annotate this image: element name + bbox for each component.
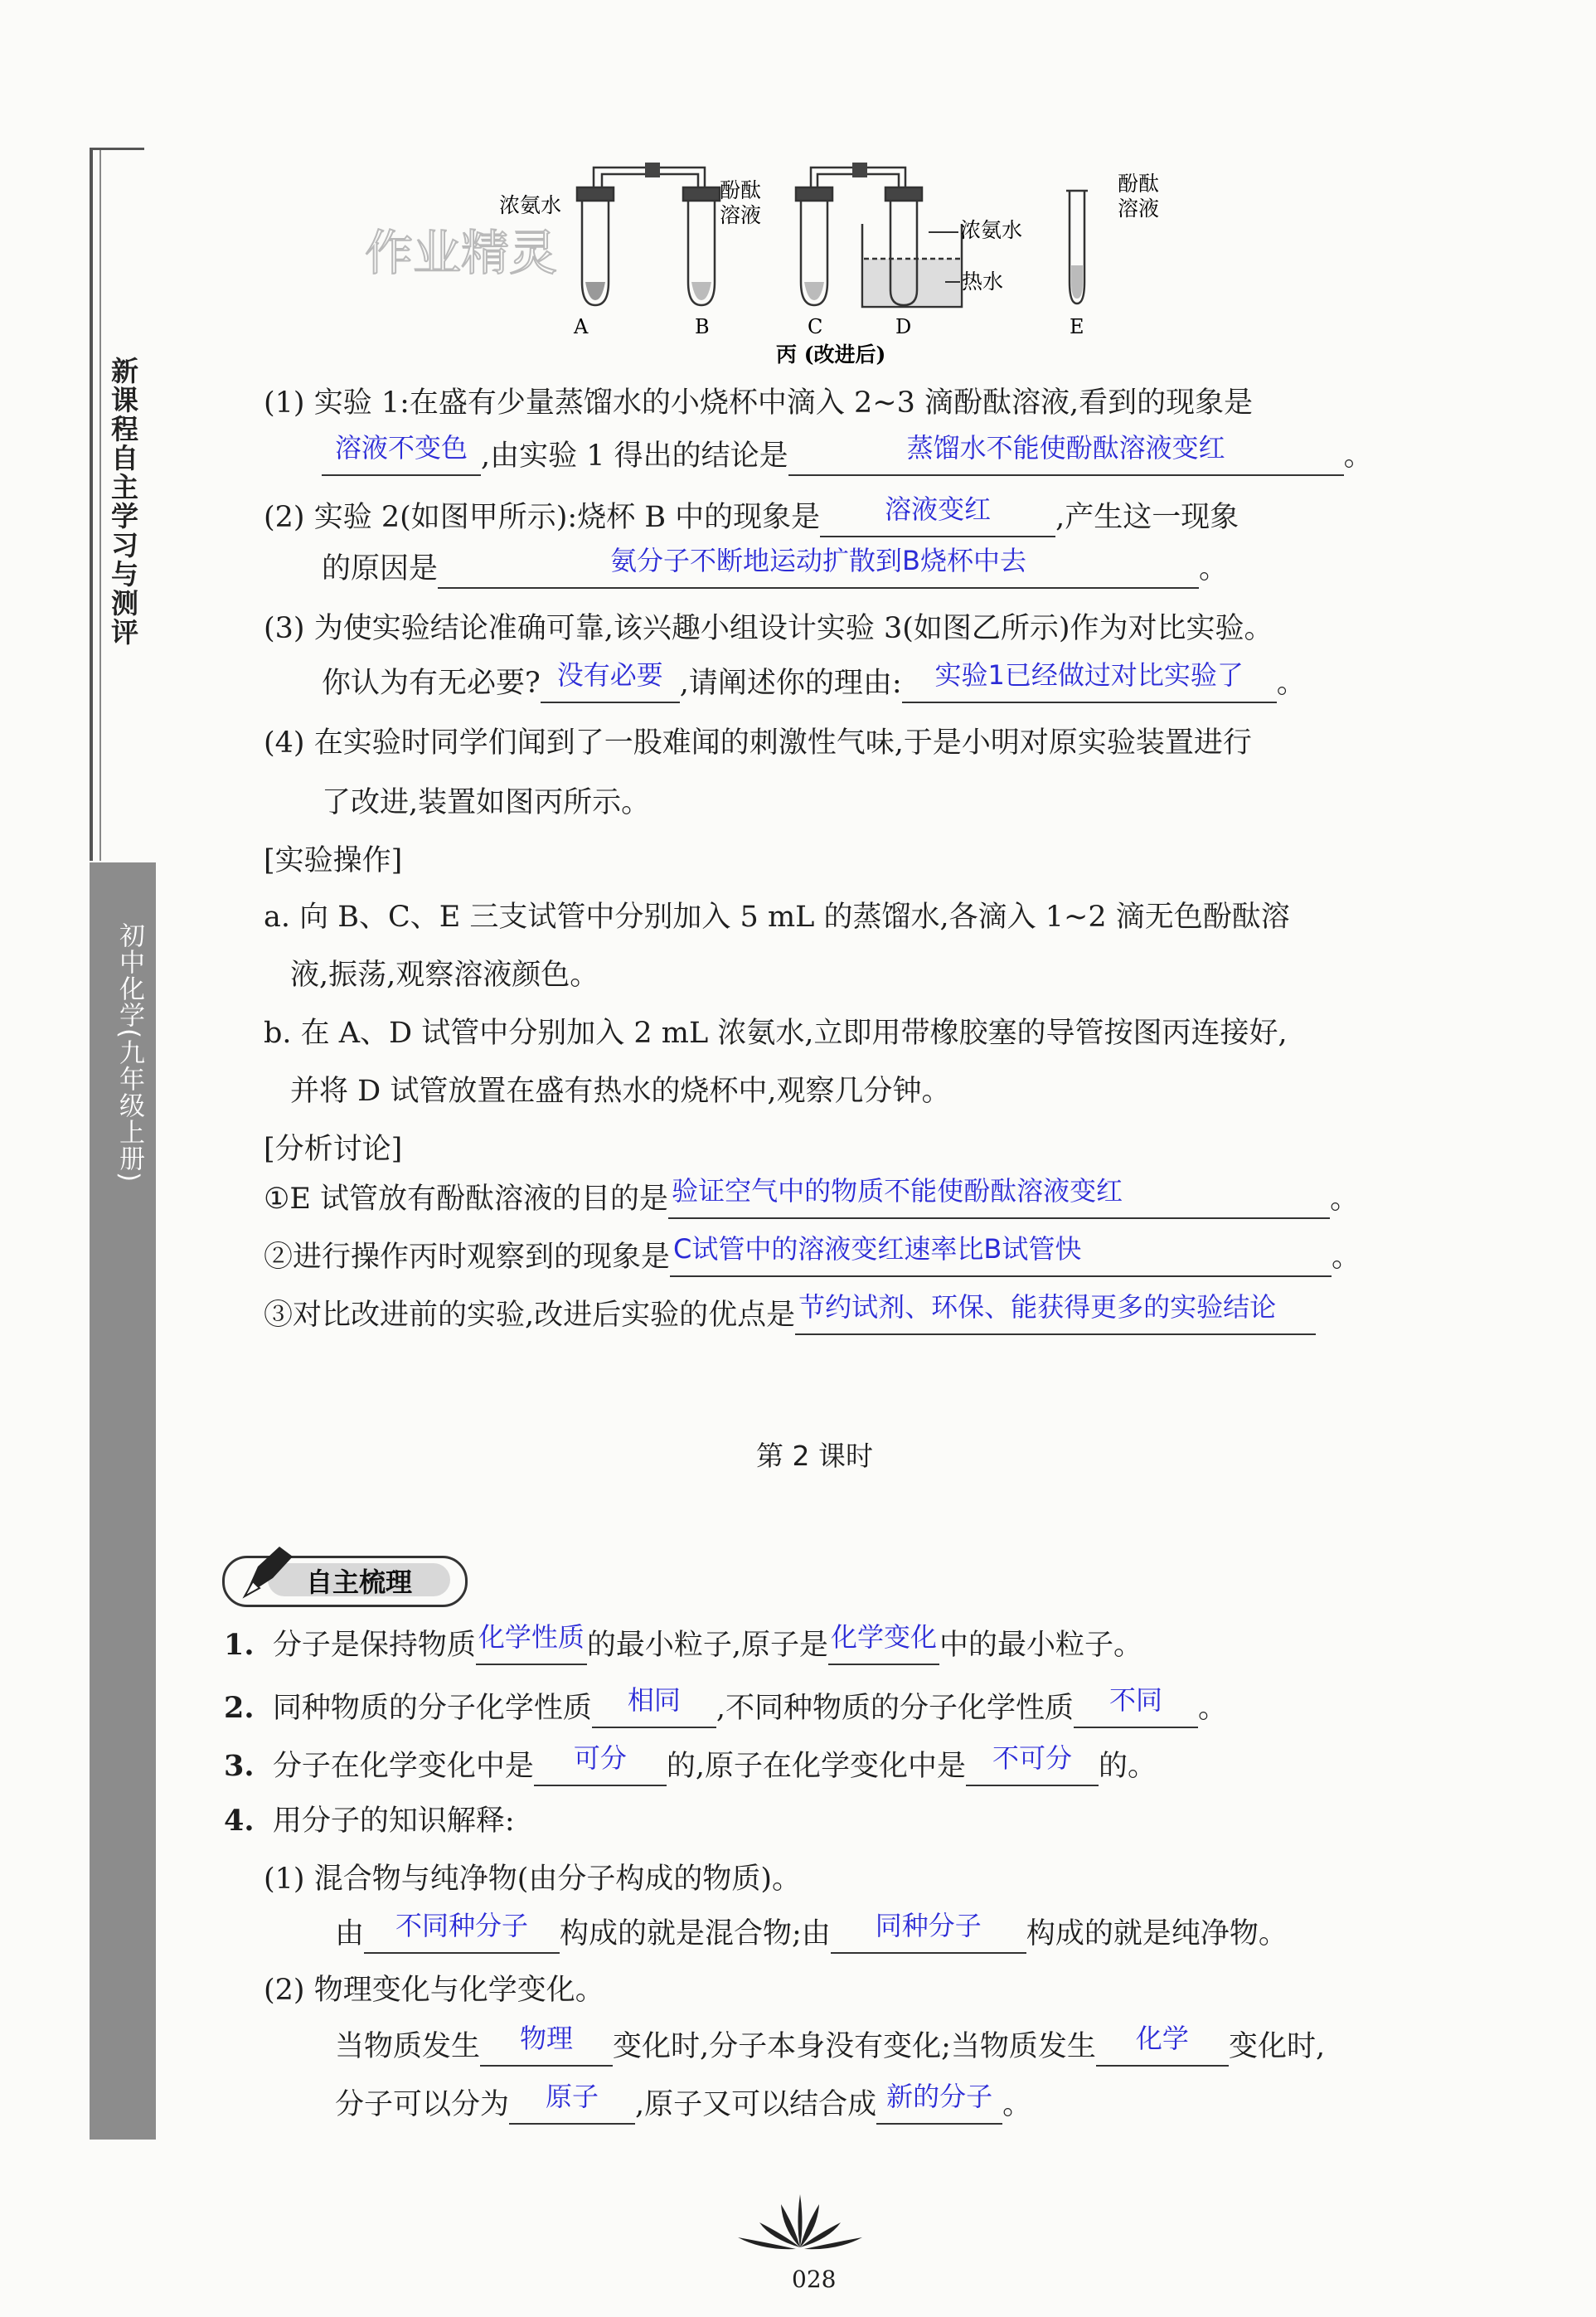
d2-text: ②进行操作丙时观察到的现象是 <box>264 1241 671 1274</box>
label-e: E <box>1070 315 1084 338</box>
q1-line1: (1) 实验 1:在盛有少量蒸馏水的小烧杯中滴入 2~3 滴酚酞溶液,看到的现象是 <box>264 386 1254 420</box>
item-3-text-b: 的,原子在化学变化中是 <box>666 1750 966 1783</box>
item-2-number: 2. <box>224 1691 255 1725</box>
item-4-number: 4. <box>224 1804 255 1838</box>
sub-2-text-c: 变化时, <box>1228 2030 1326 2063</box>
page-number: 028 <box>792 2266 837 2293</box>
discussion-1 <box>264 1175 1360 1219</box>
item-2 <box>224 1684 1227 1728</box>
d2-answer: C试管中的溶液变红速率比B试管快 <box>673 1233 1082 1265</box>
sub-2-answer-2: 化学 <box>1135 2023 1189 2054</box>
d3-blank <box>795 1291 1316 1335</box>
item-1-answer-1: 化学性质 <box>478 1621 585 1653</box>
test-tube-a <box>577 168 647 305</box>
sub-2-blank-1 <box>480 2023 613 2067</box>
discussion-header: [分析讨论] <box>264 1133 403 1166</box>
item-3-blank-2 <box>966 1742 1099 1786</box>
discussion-3 <box>264 1291 1316 1335</box>
item-3-answer-1: 可分 <box>573 1742 627 1774</box>
d2-end: 。 <box>1332 1241 1361 1274</box>
item-2-answer-1: 相同 <box>627 1684 681 1716</box>
item-2-text-b: ,不同种物质的分子化学性质 <box>716 1692 1074 1725</box>
item-3-blank-1 <box>534 1742 667 1786</box>
q1-mid-text: ,由实验 1 得出的结论是 <box>481 440 788 473</box>
sub-1-answer-1: 不同种分子 <box>395 1910 529 1941</box>
section-badge <box>222 1556 468 1607</box>
label-solution-b: 溶液 <box>720 203 762 227</box>
discussion-2 <box>264 1233 1361 1277</box>
q3-blank-2 <box>902 659 1277 703</box>
d3-answer: 节约试剂、环保、能获得更多的实验结论 <box>798 1291 1277 1323</box>
sub-1-text-b: 构成的就是混合物;由 <box>560 1917 831 1950</box>
item-2-blank-1 <box>592 1684 716 1728</box>
q2-text-c: 的原因是 <box>322 552 439 585</box>
q3-answer-1: 没有必要 <box>556 659 663 691</box>
q1-answer-1: 溶液不变色 <box>334 432 468 464</box>
sub-2-blank-4 <box>876 2081 1002 2125</box>
q3-text-a: 你认为有无必要? <box>322 667 541 700</box>
sub-1-blank-2 <box>831 1910 1026 1954</box>
q1-blank-2 <box>788 432 1344 476</box>
op-b-line1: b. 在 A、D 试管中分别加入 2 mL 浓氨水,立即用带橡胶塞的导管按图丙连接好, <box>264 1017 1288 1050</box>
label-solution-e: 溶液 <box>1118 197 1160 221</box>
sub-2-fill-1 <box>335 2023 1326 2067</box>
item-2-text-c: 。 <box>1197 1692 1227 1725</box>
item-2-text-a: 同种物质的分子化学性质 <box>272 1692 592 1725</box>
sub-2-text-e: ,原子又可以结合成 <box>635 2088 877 2121</box>
figure-caption: 丙 (改进后) <box>776 342 886 367</box>
badge-label: 自主梳理 <box>306 1567 413 1598</box>
item-3-answer-2: 不可分 <box>992 1742 1072 1774</box>
sidebar-rule-inner <box>99 148 101 861</box>
d1-text: ①E 试管放有酚酞溶液的目的是 <box>264 1183 669 1216</box>
q2-line2 <box>322 545 1229 589</box>
item-1-answer-2: 化学变化 <box>830 1621 937 1653</box>
sub-2-text-b: 变化时,分子本身没有变化;当物质发生 <box>613 2030 1096 2063</box>
q1-end: 。 <box>1343 440 1373 473</box>
watermark: 作业精灵 <box>365 225 558 281</box>
q3-line1: (3) 为使实验结论准确可靠,该兴趣小组设计实验 3(如图乙所示)作为对比实验。 <box>264 612 1273 645</box>
ops-header: [实验操作] <box>264 844 403 877</box>
apparatus-diagram <box>315 158 1161 373</box>
sub-1-answer-2: 同种分子 <box>875 1910 982 1941</box>
sidebar-cap <box>90 148 144 150</box>
q3-blank-1 <box>541 659 680 703</box>
sub-1-text-a: 由 <box>335 1917 365 1950</box>
sub-2-blank-2 <box>1096 2023 1229 2067</box>
apparatus-figure <box>315 158 1161 373</box>
q2-blank-1 <box>820 493 1055 537</box>
sub-2-text-f: 。 <box>1002 2088 1032 2121</box>
q3-text-b: ,请阐述你的理由: <box>679 667 902 700</box>
d1-blank <box>668 1175 1330 1219</box>
item-3-text-a: 分子在化学变化中是 <box>272 1750 534 1783</box>
label-a: A <box>574 315 589 338</box>
lesson-title: 第 2 课时 <box>756 1440 873 1472</box>
op-b-line2: 并将 D 试管放置在盛有热水的烧杯中,观察几分钟。 <box>290 1075 951 1108</box>
item-1-text-b: 的最小粒子,原子是 <box>586 1629 828 1662</box>
item-2-blank-2 <box>1074 1684 1198 1728</box>
label-b: B <box>695 315 710 338</box>
item-1-number: 1. <box>224 1628 255 1662</box>
q3-answer-2: 实验1已经做过对比实验了 <box>934 659 1244 691</box>
beaker-with-tube-d <box>862 168 962 307</box>
pen-icon <box>233 1542 299 1608</box>
item-1-blank-2 <box>828 1621 939 1665</box>
sub-1-text-c: 构成的就是纯净物。 <box>1026 1917 1288 1950</box>
q2-answer-1: 溶液变红 <box>885 493 992 525</box>
label-phenolphthalein-e: 酚酞 <box>1118 172 1160 196</box>
test-tube-e <box>1066 191 1088 304</box>
op-a-line1: a. 向 B、C、E 三支试管中分别加入 5 mL 的蒸馏水,各滴入 1~2 滴无色酚酞溶 <box>264 901 1290 934</box>
op-a-line2: 液,振荡,观察溶液颜色。 <box>290 959 599 992</box>
q4-line2: 了改进,装置如图丙所示。 <box>322 786 651 819</box>
q2-end: 。 <box>1199 552 1229 585</box>
item-1-blank-1 <box>476 1621 587 1665</box>
tube-connector-2 <box>852 163 867 177</box>
sub-2-answer-1: 物理 <box>520 2023 574 2054</box>
item-3-number: 3. <box>224 1749 255 1783</box>
label-d: D <box>895 315 912 338</box>
sub-1-fill <box>335 1910 1288 1954</box>
q3-end: 。 <box>1276 667 1306 700</box>
d1-answer: 验证空气中的物质不能使酚酞溶液变红 <box>672 1175 1123 1207</box>
sub-2-answer-4: 新的分子 <box>886 2081 993 2112</box>
item-4-text: 用分子的知识解释: <box>272 1805 515 1838</box>
test-tube-c <box>796 168 854 305</box>
sub-2-text-d: 分子可以分为 <box>335 2088 510 2121</box>
d2-blank <box>670 1233 1332 1277</box>
item-2-answer-2: 不同 <box>1108 1684 1162 1716</box>
q2-answer-2: 氨分子不断地运动扩散到B烧杯中去 <box>610 545 1026 576</box>
sub-2: (2) 物理变化与化学变化。 <box>264 1974 604 2007</box>
item-3-text-c: 的。 <box>1098 1750 1157 1783</box>
sub-2-fill-2 <box>335 2081 1032 2125</box>
d3-text: ③对比改进前的实验,改进后实验的优点是 <box>264 1299 796 1332</box>
label-c: C <box>808 315 823 338</box>
q1-blank-1 <box>322 432 481 476</box>
label-conc-ammonia-a: 浓氨水 <box>499 193 562 217</box>
q4-line1: (4) 在实验时同学们闻到了一股难闻的刺激性气味,于是小明对原实验装置进行 <box>264 726 1252 760</box>
sub-2-blank-3 <box>509 2081 635 2125</box>
series-title: 新课程自主学习与测评 <box>107 357 139 647</box>
label-phenolphthalein-b: 酚酞 <box>720 178 762 202</box>
q2-line1 <box>264 493 1239 537</box>
item-1-text-a: 分子是保持物质 <box>272 1629 476 1662</box>
q2-text-a: (2) 实验 2(如图甲所示):烧杯 B 中的现象是 <box>264 501 821 534</box>
label-conc-ammonia-d: 浓氨水 <box>960 218 1023 242</box>
d1-end: 。 <box>1330 1183 1360 1216</box>
q3-line2 <box>322 659 1306 703</box>
sidebar-rule <box>90 148 93 861</box>
item-3 <box>224 1742 1157 1786</box>
item-1-text-c: 中的最小粒子。 <box>939 1629 1142 1662</box>
label-hot-water: 热水 <box>962 270 1004 294</box>
q1-line2 <box>322 432 1373 476</box>
sub-2-answer-3: 原子 <box>546 2081 599 2112</box>
test-tube-b <box>660 168 720 305</box>
q1-answer-2: 蒸馏水不能使酚酞溶液变红 <box>906 432 1225 464</box>
tube-connector <box>645 163 660 177</box>
leaf-ornament-icon <box>730 2189 871 2256</box>
item-4 <box>224 1801 515 1841</box>
q2-text-b: ,产生这一现象 <box>1055 501 1239 534</box>
q2-blank-2 <box>438 545 1199 589</box>
sub-1-blank-1 <box>364 1910 560 1954</box>
item-1 <box>224 1621 1142 1665</box>
sub-1: (1) 混合物与纯净物(由分子构成的物质)。 <box>264 1863 802 1896</box>
subject-label: 初中化学(九年级上册) <box>114 922 144 1183</box>
sub-2-text-a: 当物质发生 <box>335 2030 481 2063</box>
